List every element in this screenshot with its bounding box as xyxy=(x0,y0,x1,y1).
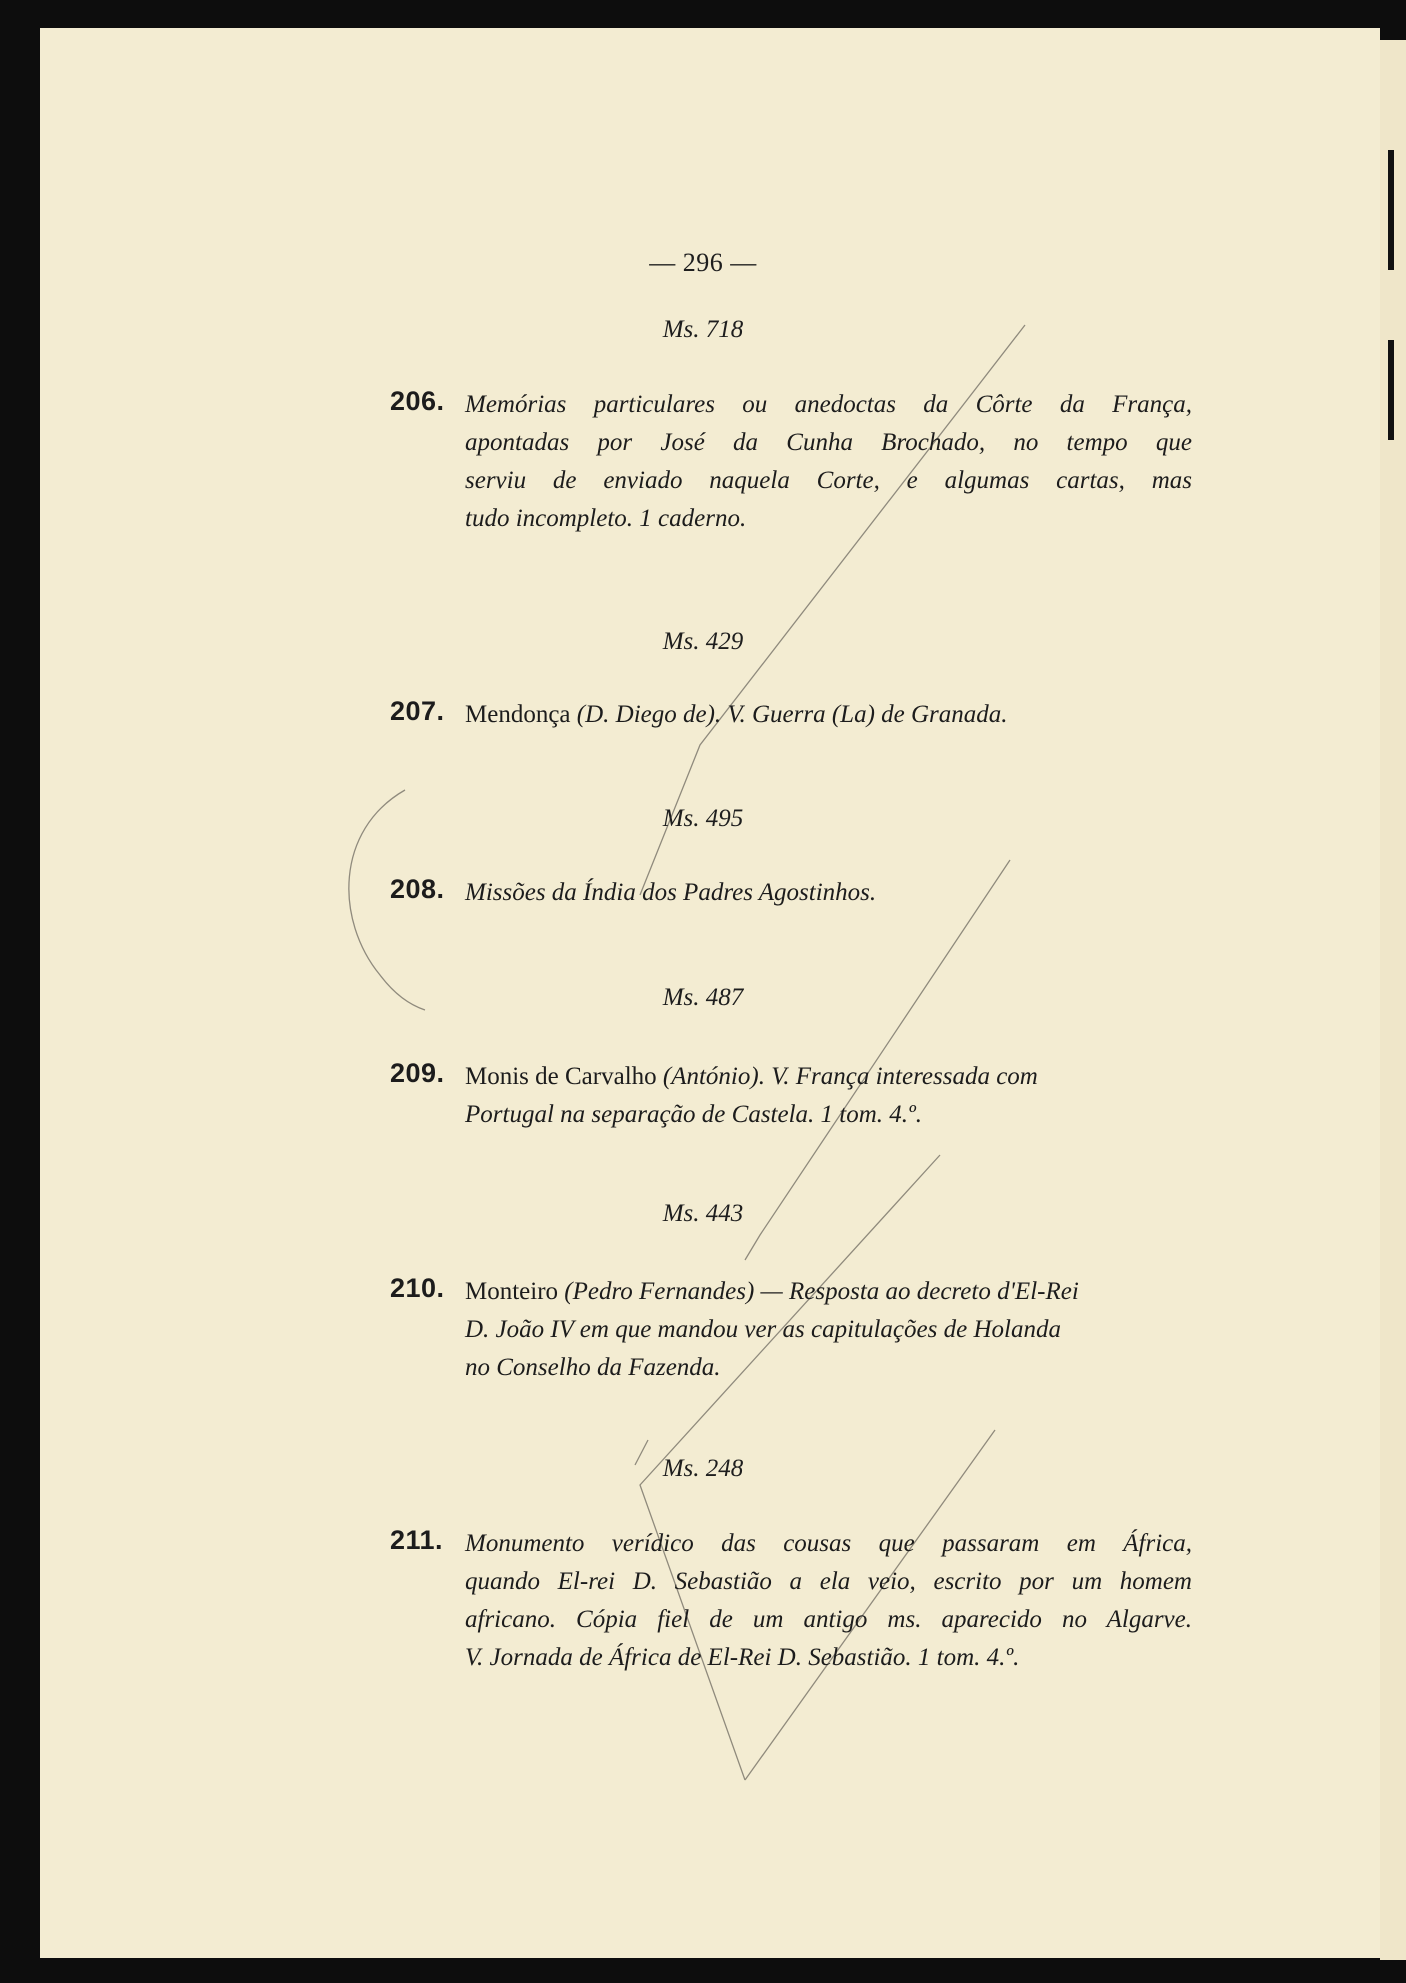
manuscript-reference: Ms. 495 xyxy=(662,805,744,832)
author-name: Monteiro xyxy=(465,1278,559,1305)
entry-text: (D. Diego de). V. Guerra (La) de Granada. xyxy=(576,701,1008,728)
entry-text-line: Portugal na separação de Castela. 1 tom. 4.º. xyxy=(465,1101,923,1128)
manuscript-reference: Ms. 248 xyxy=(662,1455,744,1482)
entry-number: 206. xyxy=(390,386,445,416)
entry-text-line: apontadas por José da Cunha Brochado, no tempo que xyxy=(465,429,1192,456)
author-name: Mendonça xyxy=(465,701,571,728)
manuscript-reference: Ms. 443 xyxy=(662,1200,744,1227)
entry-text-line: africano. Cópia fiel de um antigo ms. aparecido no Algarve. xyxy=(465,1606,1192,1633)
author-name: Monis de Carvalho xyxy=(465,1063,657,1090)
entry-text: (António). V. França interessada com xyxy=(662,1063,1038,1090)
page-edge-mark xyxy=(1388,340,1394,440)
entry-text-line: quando El-rei D. Sebastião a ela veio, escrito por um homem xyxy=(465,1568,1192,1595)
entry-text-line: serviu de enviado naquela Corte, e algumas cartas, mas xyxy=(465,467,1192,494)
entry-number: 210. xyxy=(390,1273,445,1303)
entry-text: (Pedro Fernandes) — Resposta ao decreto d'El-Rei xyxy=(564,1278,1079,1305)
entry-text-line: no Conselho da Fazenda. xyxy=(465,1354,721,1381)
manuscript-reference: Ms. 718 xyxy=(662,316,744,343)
entry-number: 211. xyxy=(390,1525,444,1555)
entry-text-line: Monumento verídico das cousas que passaram em África, xyxy=(465,1530,1192,1557)
entry-text-line: Memórias particulares ou anedoctas da Côrte da França, xyxy=(465,391,1192,418)
manuscript-reference: Ms. 429 xyxy=(662,628,744,655)
page-number: — 296 — xyxy=(649,248,757,277)
entry-text-line: tudo incompleto. 1 caderno. xyxy=(465,505,747,532)
entry-number: 208. xyxy=(390,874,445,904)
entry-number: 207. xyxy=(390,696,445,726)
entry-text-line: D. João IV em que mandou ver as capitulações de Holanda xyxy=(465,1316,1061,1343)
manuscript-reference: Ms. 487 xyxy=(662,984,744,1011)
entry-text-line: Missões da Índia dos Padres Agostinhos. xyxy=(465,879,877,906)
entry-text-line: V. Jornada de África de El-Rei D. Sebastião. 1 tom. 4.º. xyxy=(465,1644,1020,1671)
entry-number: 209. xyxy=(390,1058,445,1088)
